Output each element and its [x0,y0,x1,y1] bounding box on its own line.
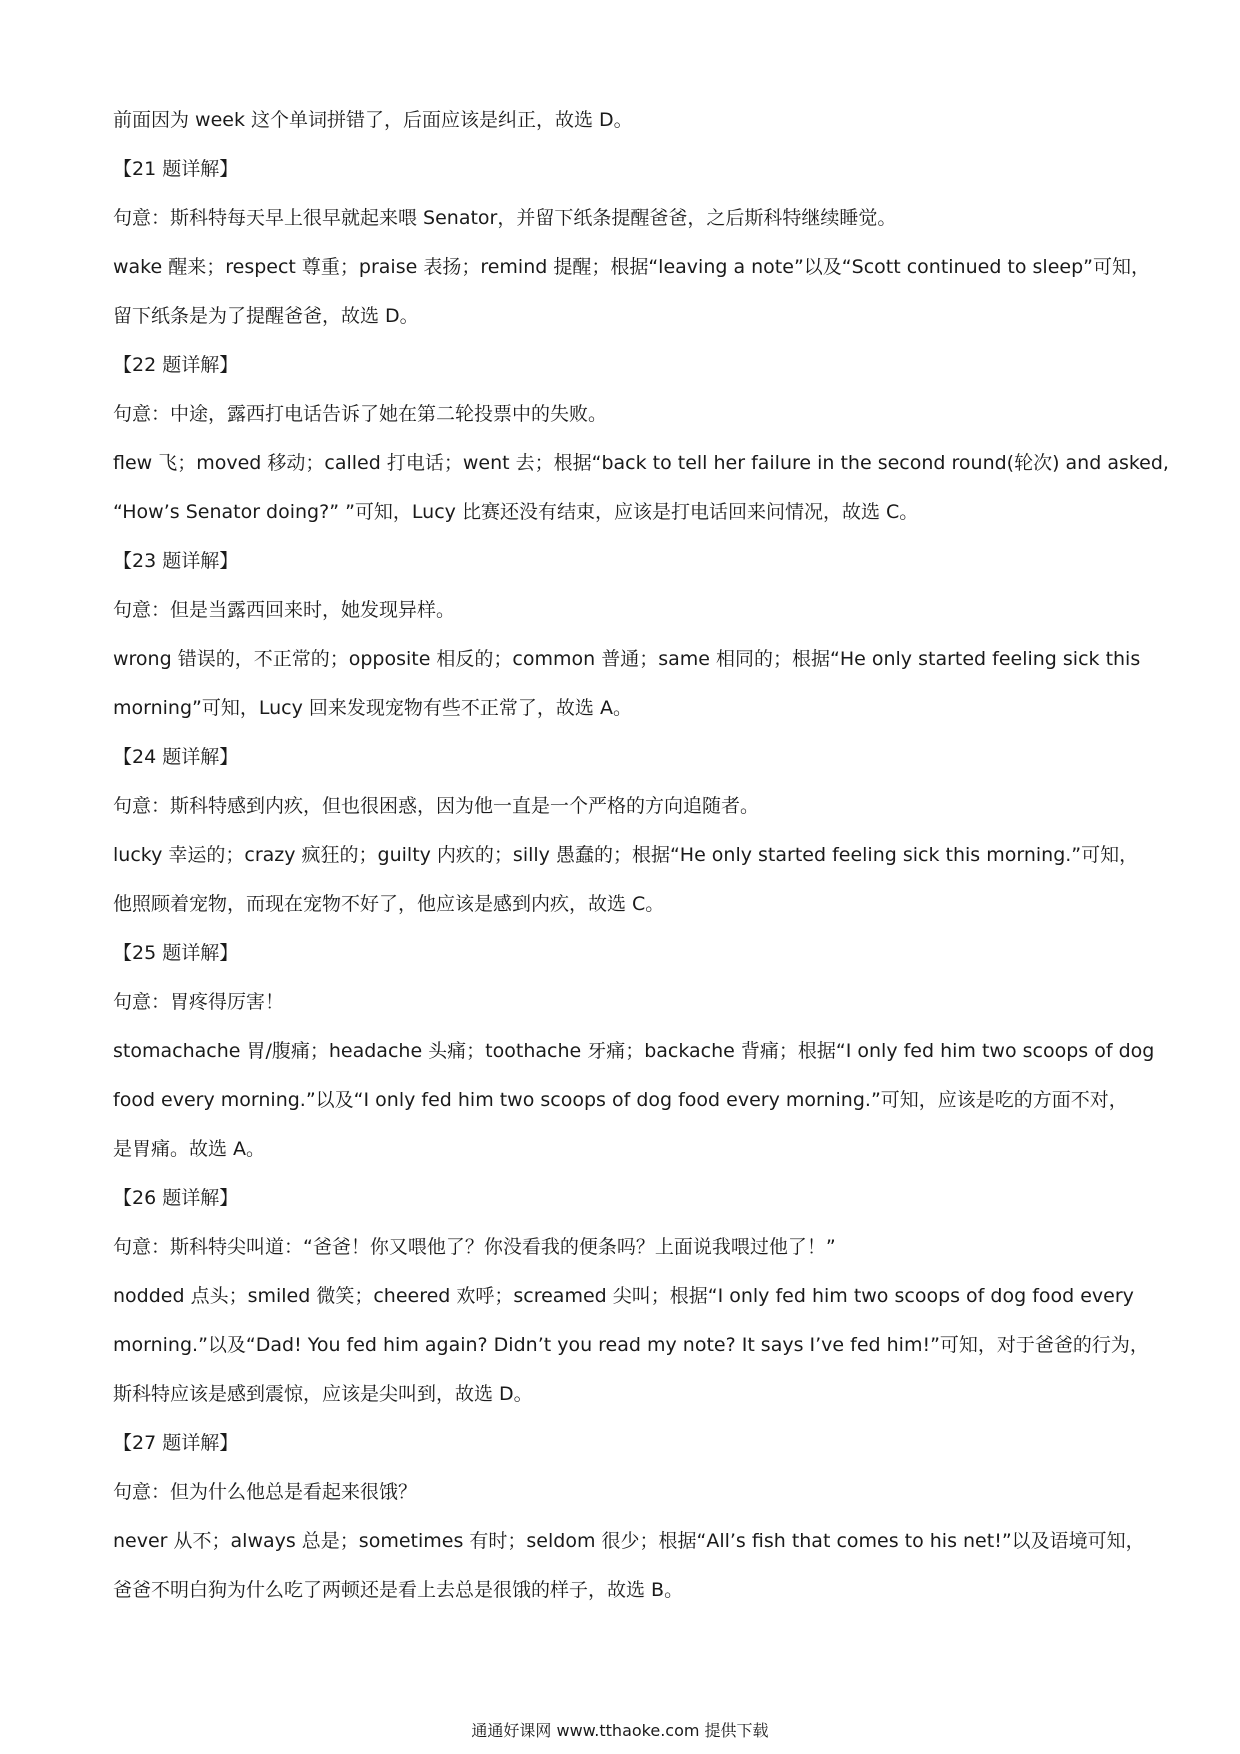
text-line: never 从不；always 总是；sometimes 有时；seldom 很少；根据“All’s fish that comes to his net!”以及语境可知， [113,1530,1145,1552]
text-line: food every morning.”以及“I only fed him two scoops of dog food every morning.”可知，应该是吃的方面不对， [113,1089,1128,1111]
document-body [113,96,1169,1615]
text-line: 句意：斯科特尖叫道：“爸爸！你又喂他了？你没看我的便条吗？上面说我喂过他了！” [113,1236,836,1258]
section-heading-26: 【26 题详解】 [113,1187,239,1209]
section-heading-22: 【22 题详解】 [113,354,239,376]
text-line: 句意：胃疼得厉害！ [113,991,285,1013]
text-line: 前面因为 week 这个单词拼错了，后面应该是纠正，故选 D。 [113,109,633,131]
text-line: 斯科特应该是感到震惊，应该是尖叫到，故选 D。 [113,1383,533,1405]
text-line: 句意：斯科特感到内疚，但也很困惑，因为他一直是一个严格的方向追随者。 [113,795,760,817]
text-line: 句意：但为什么他总是看起来很饿？ [113,1481,418,1503]
text-line: flew 飞；moved 移动；called 打电话；went 去；根据“back to tell her failure in the second round(轮次) and asked, [113,452,1169,474]
text-line: 句意：中途，露西打电话告诉了她在第二轮投票中的失败。 [113,403,608,425]
text-line: “How’s Senator doing?” ”可知，Lucy 比赛还没有结束，应该是打电话回来问情况，故选 C。 [113,501,919,523]
text-line: stomachache 胃/腹痛；headache 头痛；toothache 牙痛；backache 背痛；根据“I only fed him two scoops of dog [113,1040,1155,1062]
text-line: wrong 错误的，不正常的；opposite 相反的；common 普通；same 相同的；根据“He only started feeling sick this [113,648,1141,670]
text-line: nodded 点头；smiled 微笑；cheered 欢呼；screamed 尖叫；根据“I only fed him two scoops of dog food every [113,1285,1134,1307]
section-heading-21: 【21 题详解】 [113,158,239,180]
text-line: 句意：斯科特每天早上很早就起来喂 Senator，并留下纸条提醒爸爸，之后斯科特继续睡觉。 [113,207,897,229]
section-heading-27: 【27 题详解】 [113,1432,239,1454]
page-footer: 通通好课网 www.tthaoke.com 提供下载 [471,1721,769,1740]
text-line: morning.”以及“Dad! You fed him again? Didn’t you read my note? It says I’ve fed him!”可知，对于爸爸的行为， [113,1334,1149,1356]
text-line: 句意：但是当露西回来时，她发现异样。 [113,599,456,621]
text-line: lucky 幸运的；crazy 疯狂的；guilty 内疚的；silly 愚蠢的；根据“He only started feeling sick this morning.”可知， [113,844,1139,866]
section-heading-23: 【23 题详解】 [113,550,239,572]
section-heading-25: 【25 题详解】 [113,942,239,964]
text-line: 是胃痛。故选 A。 [113,1138,266,1160]
text-line: morning”可知，Lucy 回来发现宠物有些不正常了，故选 A。 [113,697,632,719]
section-heading-24: 【24 题详解】 [113,746,239,768]
text-line: 爸爸不明白狗为什么吃了两顿还是看上去总是很饿的样子，故选 B。 [113,1579,684,1601]
text-line: 留下纸条是为了提醒爸爸，故选 D。 [113,305,419,327]
text-line: 他照顾着宠物，而现在宠物不好了，他应该是感到内疚，故选 C。 [113,893,665,915]
text-line: wake 醒来；respect 尊重；praise 表扬；remind 提醒；根据“leaving a note”以及“Scott continued to sleep”可知， [113,256,1150,278]
